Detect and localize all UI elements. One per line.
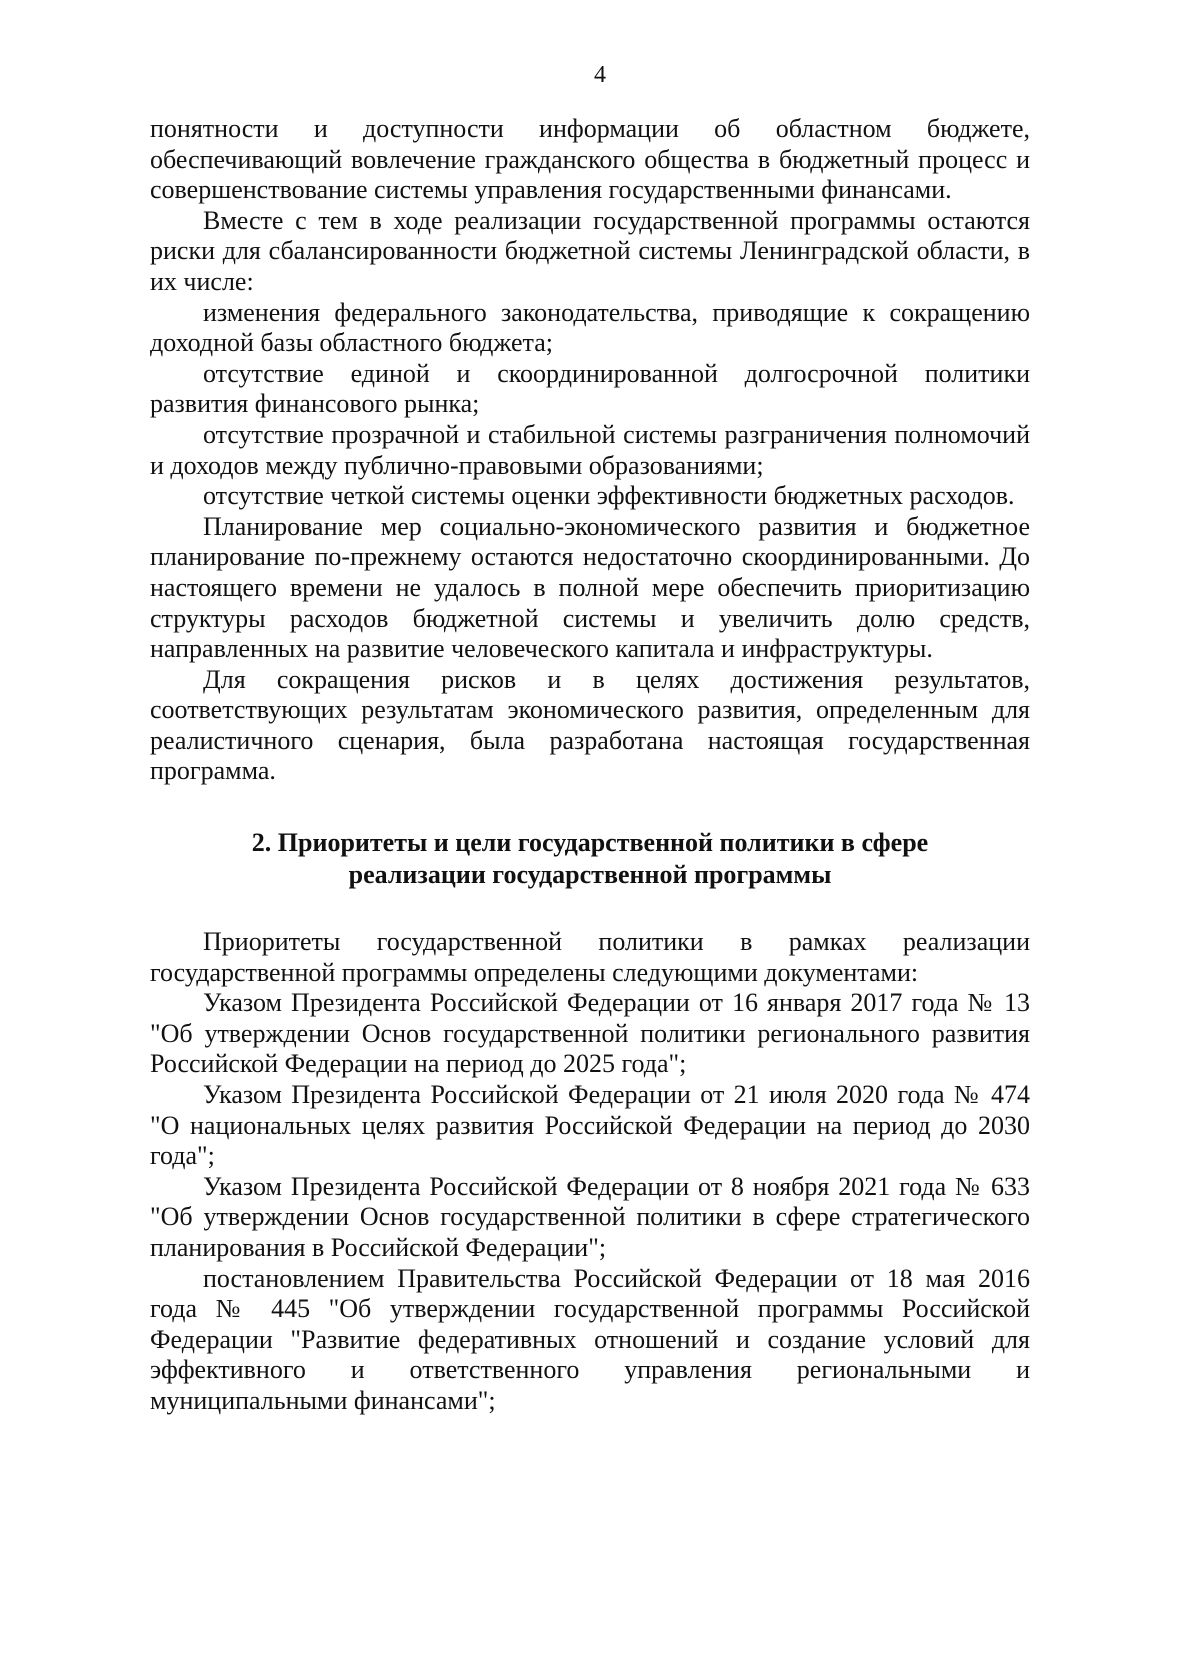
section-heading — [150, 827, 1030, 891]
section-heading-line: 2. Приоритеты и цели государственной политики в сфере — [251, 828, 929, 858]
list-item: отсутствие четкой системы оценки эффективности бюджетных расходов. — [203, 481, 1015, 511]
section-heading-line: реализации государственной программы — [348, 860, 832, 890]
paragraph: Планирование мер социально-экономического развития и бюджетное планирование по-прежнему остаются недостаточно скоординированными. До настоящего времени не удалось в полной мере обеспечить приоритизацию структуры расходов бюджетной системы и увеличить долю средств, направленных на развитие человеческого капитала и инфраструктуры. — [150, 511, 1030, 664]
list-item: отсутствие прозрачной и стабильной системы разграничения полномочий и доходов между публично-правовыми образованиями; — [150, 419, 1030, 480]
paragraph: Для сокращения рисков и в целях достижения результатов, соответствующих результатам экономического развития, определенным для реалистичного сценария, была разработана настоящая государственная программа. — [150, 664, 1030, 786]
page-number: 4 — [594, 62, 606, 88]
paragraph: понятности и доступности информации об областном бюджете, обеспечивающий вовлечение гражданского общества в бюджетный процесс и совершенствование системы управления государственными финансами. — [150, 114, 1030, 205]
document-reference: Указом Президента Российской Федерации от 16 января 2017 года № 13 "Об утверждении Основ государственной политики регионального развития Российской Федерации на период до 2025 года"; — [150, 988, 1030, 1079]
paragraph: Приоритеты государственной политики в рамках реализации государственной программы определены следующими документами: — [150, 927, 1030, 987]
document-reference: постановлением Правительства Российской Федерации от 18 мая 2016 года № 445 "Об утверждении государственной программы Российской Федерации "Развитие федеративных отношений и создание условий для эффективного и ответственного управления региональными и муниципальными финансами"; — [150, 1263, 1030, 1415]
paragraph: Вместе с тем в ходе реализации государственной программы остаются риски для сбалансированности бюджетной системы Ленинградской области, в их числе: — [150, 205, 1030, 296]
document-reference: Указом Президента Российской Федерации от 8 ноября 2021 года № 633 "Об утверждении Основ государственной политики в сфере стратегического планирования в Российской Федерации"; — [150, 1171, 1030, 1262]
page-body — [150, 114, 1030, 1417]
list-item: изменения федерального законодательства, приводящие к сокращению доходной базы областного бюджета; — [150, 297, 1030, 358]
document-reference: Указом Президента Российской Федерации от 21 июля 2020 года № 474 "О национальных целях развития Российской Федерации на период до 2030 года"; — [150, 1080, 1030, 1171]
list-item: отсутствие единой и скоординированной долгосрочной политики развития финансового рынка; — [150, 358, 1030, 419]
